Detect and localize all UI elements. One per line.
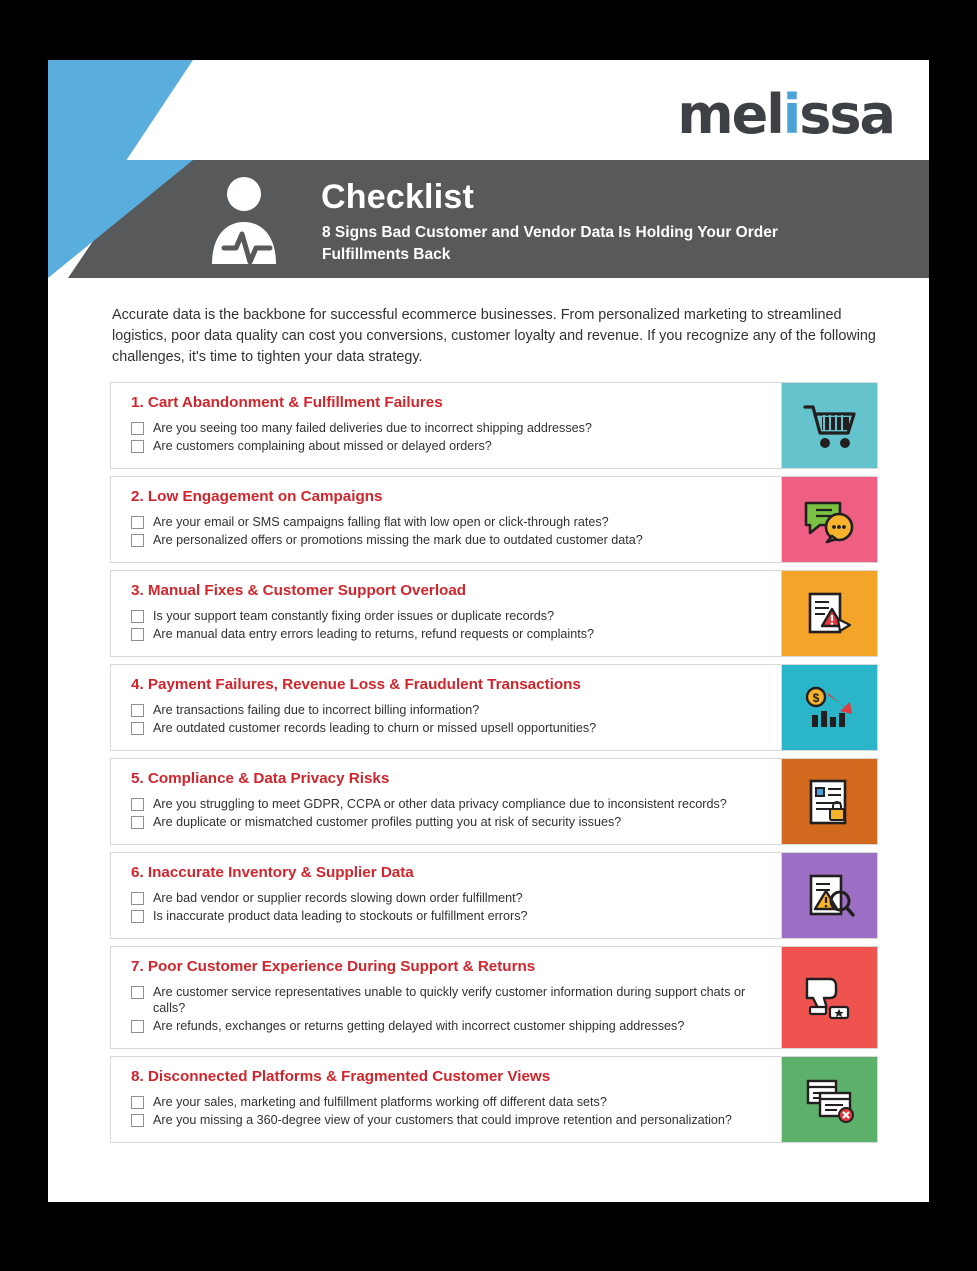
- privacy-lock-document-icon: [782, 759, 877, 844]
- checkbox[interactable]: [131, 610, 144, 623]
- checklist-item-title: 8. Disconnected Platforms & Fragmented Customer Views: [131, 1068, 551, 1085]
- checkbox[interactable]: [131, 722, 144, 735]
- checklist-item: [110, 570, 878, 657]
- checklist-question-row[interactable]: [131, 532, 767, 548]
- checklist-question-text: Are manual data entry errors leading to returns, refund requests or complaints?: [153, 627, 595, 641]
- checklist-item-title: 7. Poor Customer Experience During Support & Returns: [131, 958, 536, 975]
- checklist-question-text: Are customers complaining about missed or delayed orders?: [153, 439, 492, 453]
- checklist-question-text: Are bad vendor or supplier records slowing down order fulfillment?: [153, 891, 523, 905]
- checklist-question-row[interactable]: [131, 984, 767, 1016]
- checklist-question-text: Are your sales, marketing and fulfillment platforms working off different data sets?: [153, 1095, 607, 1109]
- checklist-question-row[interactable]: [131, 608, 767, 624]
- checklist-item-title: 3. Manual Fixes & Customer Support Overload: [131, 582, 467, 599]
- checklist: [110, 382, 878, 1150]
- thumbs-down-icon: [782, 947, 877, 1048]
- page-title: Checklist: [321, 178, 474, 216]
- checklist-question-text: Are you struggling to meet GDPR, CCPA or other data privacy compliance due to inconsistent records?: [153, 797, 727, 811]
- checklist-question-row[interactable]: [131, 1112, 767, 1128]
- checklist-question-text: Is inaccurate product data leading to stockouts or fulfillment errors?: [153, 909, 528, 923]
- checklist-item: [110, 758, 878, 845]
- melissa-logo: [677, 83, 894, 146]
- checklist-question-text: Are customer service representatives unable to quickly verify customer information during support chats or calls?: [153, 985, 746, 1015]
- checkbox[interactable]: [131, 798, 144, 811]
- checkbox[interactable]: [131, 628, 144, 641]
- checklist-item: [110, 382, 878, 469]
- checkbox[interactable]: [131, 816, 144, 829]
- checkbox[interactable]: [131, 440, 144, 453]
- checkbox[interactable]: [131, 516, 144, 529]
- revenue-decline-chart-icon: [782, 665, 877, 750]
- checklist-question-row[interactable]: [131, 890, 767, 906]
- warning-magnifier-icon: [782, 853, 877, 938]
- disconnected-windows-error-icon: [782, 1057, 877, 1142]
- checklist-question-row[interactable]: [131, 720, 767, 736]
- logo-text: melissa: [677, 83, 894, 146]
- checklist-item: [110, 1056, 878, 1143]
- checklist-item-title: 5. Compliance & Data Privacy Risks: [131, 770, 390, 787]
- checklist-question-row[interactable]: [131, 814, 767, 830]
- checklist-question-row[interactable]: [131, 702, 767, 718]
- svg-text:$: $: [812, 690, 819, 705]
- checklist-item: [110, 852, 878, 939]
- checkbox[interactable]: [131, 986, 144, 999]
- checklist-question-text: Are your email or SMS campaigns falling flat with low open or click-through rates?: [153, 515, 609, 529]
- checklist-question-row[interactable]: [131, 438, 767, 454]
- checklist-question-text: Are duplicate or mismatched customer profiles putting you at risk of security issues?: [153, 815, 622, 829]
- checklist-question-row[interactable]: [131, 1094, 767, 1110]
- intro-paragraph: Accurate data is the backbone for successful ecommerce businesses. From personalized marketing to streamlined logistics, poor data quality can cost you conversions, customer loyalty and revenue. If you recognize any of the following challenges, it's time to tighten your data strategy.: [112, 307, 876, 365]
- checklist-item-body: [111, 853, 782, 938]
- checklist-question-row[interactable]: [131, 1018, 767, 1034]
- checkbox[interactable]: [131, 1020, 144, 1033]
- checklist-item: [110, 664, 878, 751]
- checkbox[interactable]: [131, 534, 144, 547]
- checkbox[interactable]: [131, 1096, 144, 1109]
- checklist-item-body: [111, 947, 782, 1048]
- checklist-question-text: Are you seeing too many failed deliveries due to incorrect shipping addresses?: [153, 421, 592, 435]
- checklist-item-body: [111, 665, 782, 750]
- chat-bubbles-icon: [782, 477, 877, 562]
- page-subtitle: 8 Signs Bad Customer and Vendor Data Is Holding Your Order Fulfillments Back: [322, 224, 778, 263]
- checklist-question-text: Are transactions failing due to incorrect billing information?: [153, 703, 480, 717]
- checklist-item-title: 2. Low Engagement on Campaigns: [131, 488, 383, 505]
- checklist-item-body: [111, 759, 782, 844]
- checklist-question-row[interactable]: [131, 420, 767, 436]
- checklist-item-body: [111, 571, 782, 656]
- document-sheet: [48, 60, 929, 1202]
- checklist-question-row[interactable]: [131, 514, 767, 530]
- checklist-item-title: 1. Cart Abandonment & Fulfillment Failures: [131, 394, 443, 411]
- checklist-item-body: [111, 383, 782, 468]
- checklist-question-text: Are outdated customer records leading to churn or missed upsell opportunities?: [153, 721, 597, 735]
- checklist-question-text: Is your support team constantly fixing order issues or duplicate records?: [153, 609, 555, 623]
- checkbox[interactable]: [131, 422, 144, 435]
- checklist-question-text: Are you missing a 360-degree view of your customers that could improve retention and personalization?: [153, 1113, 732, 1127]
- checkbox[interactable]: [131, 704, 144, 717]
- checkbox[interactable]: [131, 910, 144, 923]
- checklist-item-title: 4. Payment Failures, Revenue Loss & Fraudulent Transactions: [131, 676, 581, 693]
- checklist-question-row[interactable]: [131, 908, 767, 924]
- checklist-question-text: Are refunds, exchanges or returns getting delayed with incorrect customer shipping addresses?: [153, 1019, 685, 1033]
- checklist-item-title: 6. Inaccurate Inventory & Supplier Data: [131, 864, 414, 881]
- person-chart-icon: [196, 172, 292, 268]
- document-warning-icon: [782, 571, 877, 656]
- shopping-cart-icon: [782, 383, 877, 468]
- checklist-question-row[interactable]: [131, 626, 767, 642]
- checklist-question-row[interactable]: [131, 796, 767, 812]
- checklist-question-text: Are personalized offers or promotions missing the mark due to outdated customer data?: [153, 533, 643, 547]
- checklist-item-body: [111, 477, 782, 562]
- checklist-item: [110, 476, 878, 563]
- checklist-item: [110, 946, 878, 1049]
- checklist-item-body: [111, 1057, 782, 1142]
- checkbox[interactable]: [131, 892, 144, 905]
- checkbox[interactable]: [131, 1114, 144, 1127]
